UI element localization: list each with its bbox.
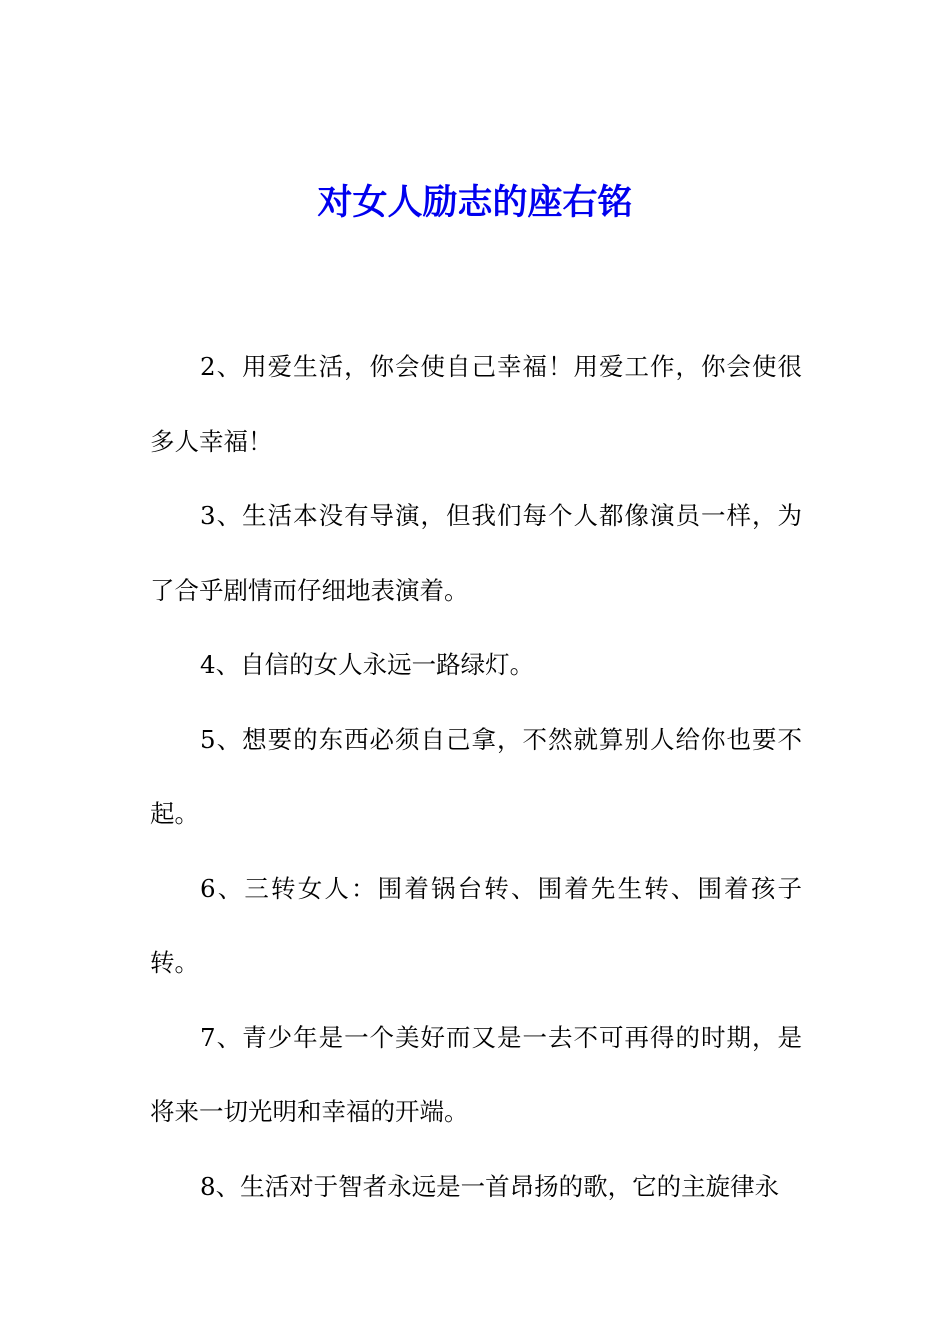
paragraph-2: 2、用爱生活，你会使自己幸福！用爱工作，你会使很多人幸福！ [150, 352, 802, 456]
paragraph-3: 3、生活本没有导演，但我们每个人都像演员一样，为了合乎剧情而仔细地表演着。 [150, 501, 802, 605]
paragraph-5: 5、想要的东西必须自己拿，不然就算别人给你也要不起。 [150, 724, 802, 828]
paragraph-8: 8、生活对于智者永远是一首昂扬的歌，它的主旋律永 [200, 1171, 780, 1201]
paragraph-4: 4、自信的女人永远一路绿灯。 [200, 650, 535, 679]
document-body [150, 330, 802, 1224]
paragraph-7: 7、青少年是一个美好而又是一去不可再得的时期，是将来一切光明和幸福的开端。 [150, 1022, 802, 1126]
page-title: 对女人励志的座右铭 [317, 183, 633, 223]
paragraph-6: 6、三转女人：围着锅台转、围着先生转、围着孩子转。 [150, 873, 802, 977]
